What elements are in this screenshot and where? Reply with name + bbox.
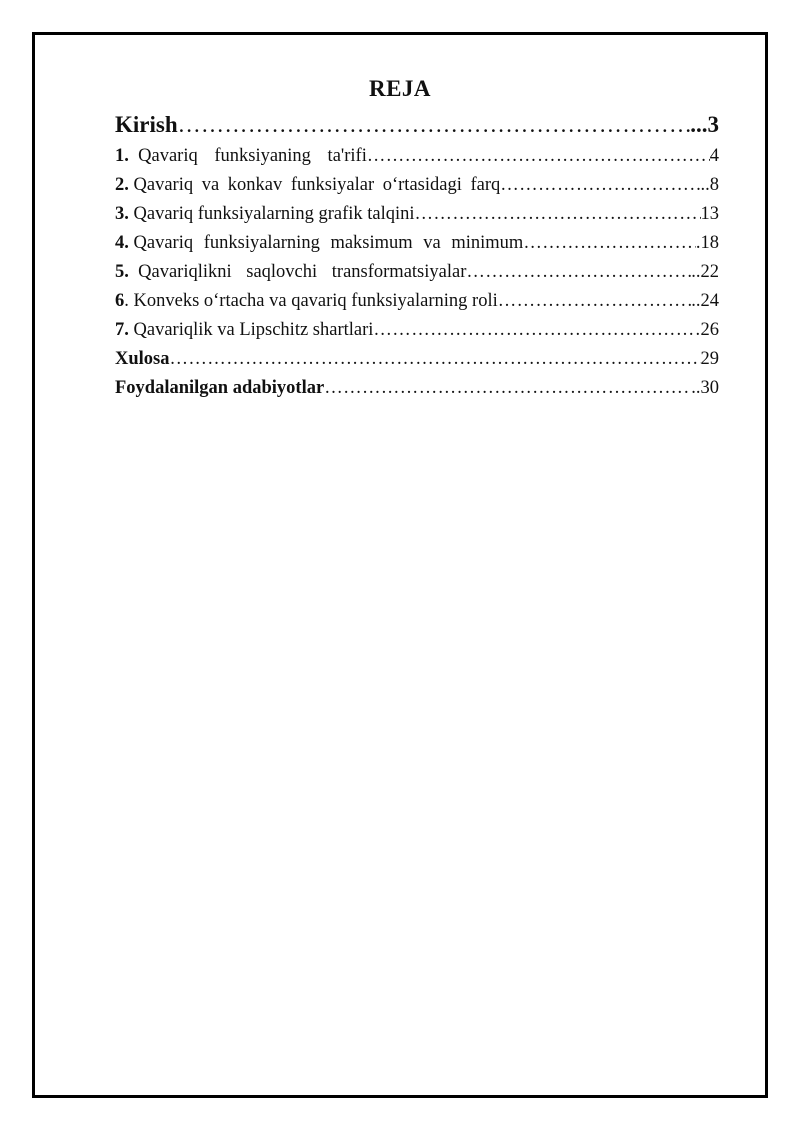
toc-entry-xulosa: [115, 345, 719, 374]
toc-entry-6: [115, 287, 719, 316]
toc-leader-dots: [523, 229, 696, 258]
toc-page-number: ..24: [691, 291, 719, 311]
toc-entry-3: [115, 200, 719, 229]
toc-page-number: ..30: [691, 378, 719, 398]
toc-label: Foydalanilgan adabiyotlar: [115, 378, 325, 398]
toc-number: 5.: [115, 262, 129, 282]
toc-leader-dots: [373, 316, 700, 345]
toc-label: Kirish: [115, 112, 178, 137]
toc-entry-5: [115, 258, 719, 287]
toc-label: Qavariq funksiyalarning maksimum va minimum: [133, 233, 524, 253]
toc-leader-dots: [367, 142, 710, 171]
toc-number: 3.: [115, 204, 129, 224]
toc-page-number: ..22: [691, 262, 719, 282]
toc-entry-7: [115, 316, 719, 345]
toc-number: 7.: [115, 320, 129, 340]
toc-label: . Konveks o‘rtacha va qavariq funksiyalarning roli: [124, 291, 498, 311]
toc-page-number: 26: [700, 320, 719, 340]
toc-page-number: 13: [700, 204, 719, 224]
toc-label: Qavariq funksiyaning ta'rifi: [138, 146, 367, 166]
toc-leader-dots: [466, 258, 691, 287]
toc-entry-4: [115, 229, 719, 258]
toc-page-number: ..8: [700, 175, 719, 195]
toc-number: 1.: [115, 146, 129, 166]
toc-page-number: 29: [700, 349, 719, 369]
toc-number: 2.: [115, 175, 129, 195]
toc-leader-dots: [498, 287, 692, 316]
toc-leader-dots: [500, 171, 700, 200]
toc-entry-kirish: [115, 108, 719, 142]
toc-entry-2: [115, 171, 719, 200]
toc-label: Qavariq va konkav funksiyalar o‘rtasidagi farq: [133, 175, 501, 195]
toc-page-number: ...3: [690, 112, 719, 137]
toc-number: 4.: [115, 233, 129, 253]
toc-entry-1: [115, 142, 719, 171]
toc-page-number: 4: [709, 146, 719, 166]
toc-leader-dots: [178, 108, 691, 142]
toc-label: Qavariqlik va Lipschitz shartlari: [133, 320, 374, 340]
toc-leader-dots: [415, 200, 701, 229]
toc-label: Qavariq funksiyalarning grafik talqini: [133, 204, 415, 224]
page-title: REJA: [368, 76, 432, 101]
toc-label: Qavariqlikni saqlovchi transformatsiyalar: [138, 262, 467, 282]
toc-entry-adabiyotlar: [115, 374, 719, 403]
table-of-contents: [115, 108, 719, 403]
toc-number: 6: [115, 291, 125, 311]
toc-leader-dots: [324, 374, 691, 403]
toc-leader-dots: [170, 345, 701, 374]
toc-page-number: .18: [695, 233, 719, 253]
toc-label: Xulosa: [115, 349, 170, 369]
